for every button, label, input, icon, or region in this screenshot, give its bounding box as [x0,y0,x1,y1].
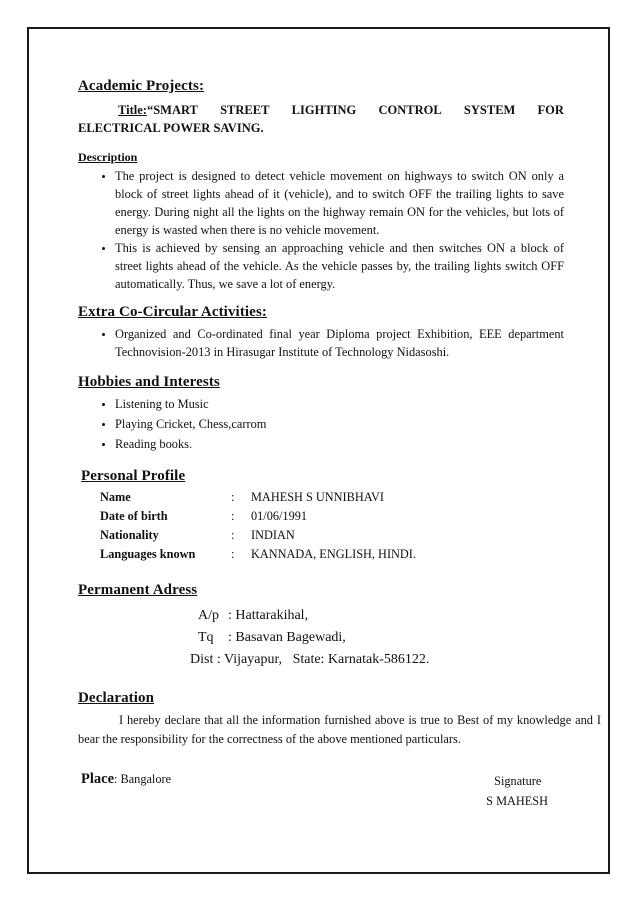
description-list [78,167,564,293]
project-title-word: “SMART [146,103,198,117]
list-item: • Listening to Music [115,394,564,414]
signature-name: S MAHESH [486,794,548,808]
address-line-ap [198,605,564,627]
list-item: • Organized and Co-ordinated final year Diploma project Exhibition, EEE department Technovision-2013 in Hirasugar Institute of Technology Nidasoshi. [115,325,564,361]
profile-value: 01/06/1991 [251,509,308,523]
resume-content [78,78,601,811]
profile-value: KANNADA, ENGLISH, HINDI. [251,547,416,561]
list-item: • The project is designed to detect vehicle movement on highways to switch ON only a block of street lights ahead of it (vehicle), and to switch OFF the trailing lights to save energy. During night all the lights on the highway remain ON for the vehicles, but lots of energy is wasted when there is no vehicle movement. [115,167,564,239]
address-block [190,605,564,671]
profile-value: MAHESH S UNNIBHAVI [251,490,385,504]
personal-profile-section [78,468,564,564]
list-item: • Reading books. [115,434,564,454]
project-title-word: SYSTEM [463,103,516,117]
project-title-line-1 [78,101,564,119]
project-title-word: LIGHTING [291,103,357,117]
personal-profile-heading: Personal Profile [81,468,186,484]
declaration-text: I hereby declare that all the information furnished above is true to Best of my knowledge and I bear the responsibility for the correctness of the above mentioned particulars. [78,713,601,746]
profile-label: Nationality [100,528,159,542]
profile-label: Date of birth [100,509,168,523]
table-row [100,507,416,526]
extra-activities-heading: Extra Co-Circular Activities: [78,304,267,320]
personal-profile-table [100,488,416,564]
address-value: : Vijayapur, [216,652,283,667]
project-title-label: Title: [118,103,147,117]
profile-value: INDIAN [251,528,295,542]
project-title [78,101,564,137]
declaration-heading: Declaration [78,690,155,706]
list-item: • Playing Cricket, Chess,carrom [115,414,564,434]
permanent-address-section [78,582,564,671]
hobbies-section [78,374,564,454]
address-label: A/p [198,608,219,623]
profile-label: Languages known [100,547,196,561]
place-label: Place [81,771,115,787]
academic-projects-heading: Academic Projects: [78,78,205,94]
profile-label: Name [100,490,131,504]
profile-separator: : [231,490,235,504]
profile-separator: : [231,528,235,542]
address-label: Dist [190,652,214,667]
hobbies-list [78,394,564,454]
project-title-line-2: ELECTRICAL POWER SAVING. [78,121,264,135]
project-title-word: FOR [537,103,564,117]
extra-activities-section [78,304,564,361]
signature-label: Signature [494,774,542,788]
declaration-section [78,690,601,749]
address-value: : Basavan Bagewadi, [228,630,346,645]
project-title-word: STREET [220,103,270,117]
hobbies-heading: Hobbies and Interests [78,374,220,390]
address-line-tq [198,627,564,649]
place-value: : Bangalore [114,772,172,786]
description-heading: Description [78,150,138,164]
signoff-row [78,771,548,811]
table-row [100,526,416,545]
address-value: : Hattarakihal, [228,608,309,623]
place-block [81,771,171,811]
profile-separator: : [231,547,235,561]
address-label: Tq [198,630,214,645]
extra-activities-list [78,325,564,361]
address-state: State: Karnatak-586122. [292,652,430,667]
project-title-word: CONTROL [378,103,442,117]
address-line-dist [190,649,564,671]
table-row [100,545,416,564]
profile-separator: : [231,509,235,523]
list-item: • This is achieved by sensing an approaching vehicle and then switches ON a block of street lights ahead of the vehicle. As the vehicle passes by, the trailing lights switch OFF automatically. Thus, we save a lot of energy. [115,239,564,293]
project-title-first [118,101,198,119]
permanent-address-heading: Permanent Adress [78,582,198,598]
signature-block [486,771,548,811]
table-row [100,488,416,507]
